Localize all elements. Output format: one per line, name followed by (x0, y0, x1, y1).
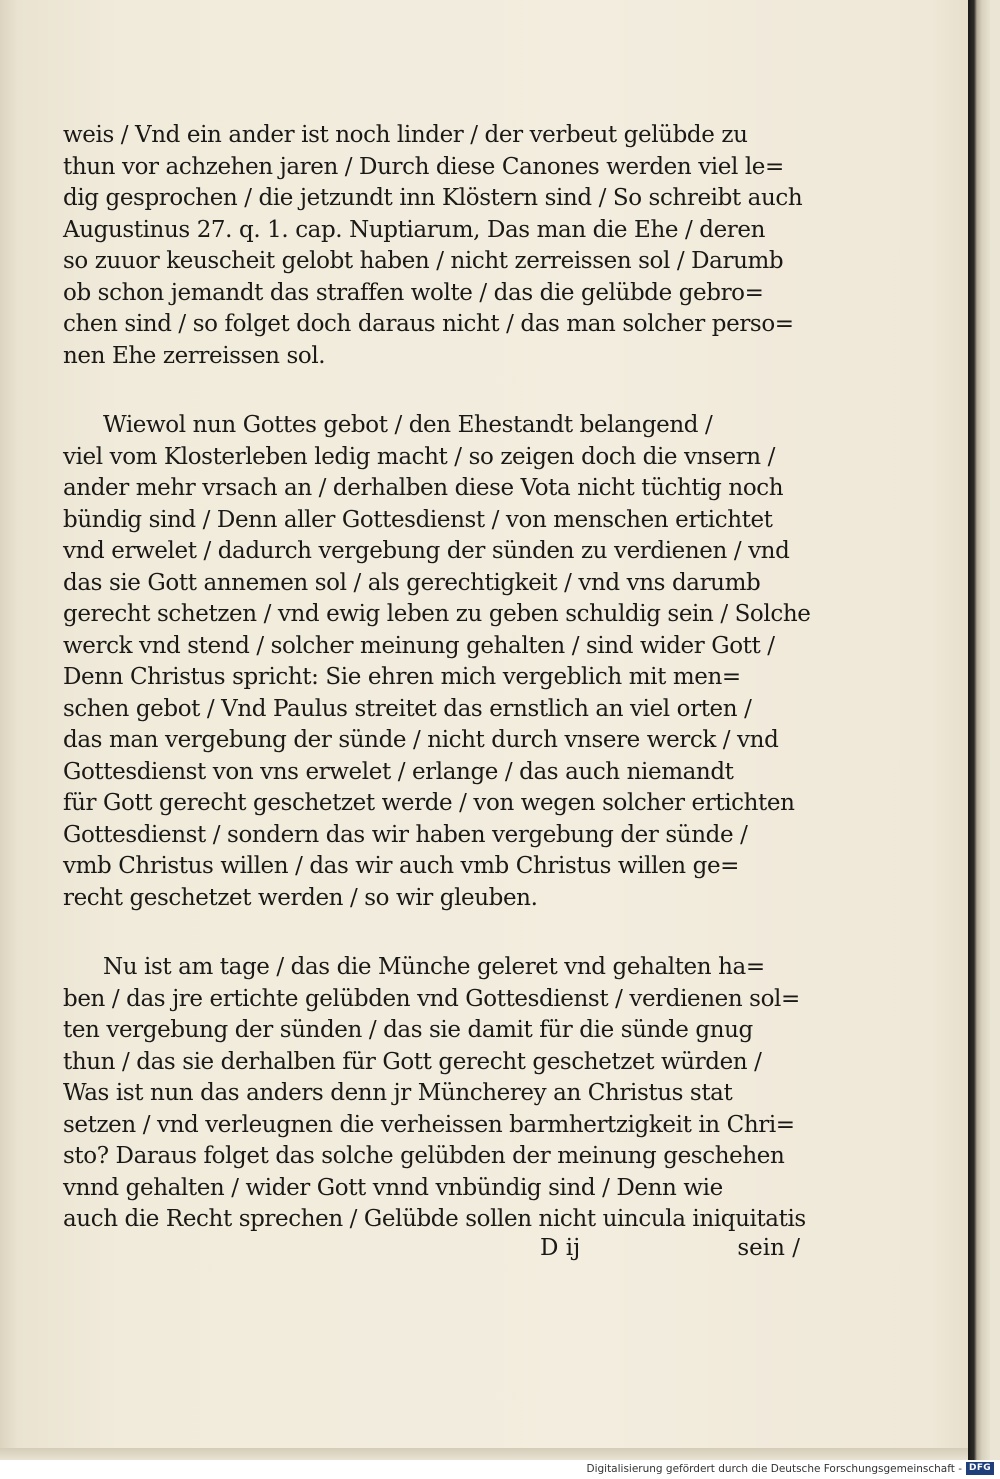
funding-note: Digitalisierung gefördert durch die Deutsche Forschungsgemeinschaft - (586, 1463, 962, 1475)
text-line: Was ist nun das anders denn jr Müncherey an Christus stat (63, 1080, 733, 1106)
text-line: ten vergebung der sünden / das sie damit für die sünde gnug (63, 1017, 753, 1043)
text-line: vnnd gehalten / wider Gott vnnd vnbündig sind / Denn wie (63, 1174, 723, 1201)
text-line: setzen / vnd verleugnen die verheissen barmhertzigkeit in Chri= (63, 1111, 795, 1138)
page-bottom-edge (0, 1448, 968, 1460)
text-line: weis / Vnd ein ander ist noch linder / der verbeut gelübde zu (63, 122, 748, 148)
text-line: recht geschetzet werden / so wir gleuben. (63, 884, 538, 911)
text-line: das sie Gott annemen sol / als gerechtigkeit / vnd vns darumb (63, 569, 761, 596)
dfg-logo: DFG (966, 1462, 994, 1475)
text-line: thun vor achzehen jaren / Durch diese Canones werden viel le= (63, 153, 784, 180)
text-line: Gottesdienst / sondern das wir haben vergebung der sünde / (63, 821, 748, 848)
catchword: sein / (737, 1235, 800, 1261)
text-line: ob schon jemandt das straffen wolte / das die gelübde gebro= (63, 279, 764, 306)
text-line: ander mehr vrsach an / derhalben diese Vota nicht tüchtig noch (63, 475, 784, 501)
text-line: chen sind / so folget doch daraus nicht / das man solcher perso= (63, 311, 794, 337)
text-line: dig gesprochen / die jetzundt inn Klöstern sind / So schreibt auch (63, 185, 803, 211)
text-line: thun / das sie derhalben für Gott gerecht geschetzet würden / (63, 1048, 762, 1075)
signature-line (540, 1232, 800, 1264)
text-line: werck vnd stend / solcher meinung gehalten / sind wider Gott / (63, 632, 775, 659)
text-line: sto? Daraus folget das solche gelübden der meinung geschehen (63, 1143, 785, 1169)
footer-bar (0, 1460, 1000, 1479)
text-line: auch die Recht sprechen / Gelübde sollen nicht uincula iniquitatis (63, 1206, 806, 1232)
text-line: Wiewol nun Gottes gebot / den Ehestandt belangend / (103, 412, 713, 438)
scan-background (990, 0, 1000, 1460)
text-line: für Gott gerecht geschetzet werde / von wegen solcher ertichten (63, 790, 795, 816)
text-line: so zuuor keuscheit gelobt haben / nicht zerreissen sol / Darumb (63, 248, 784, 274)
paragraph-gap (63, 372, 803, 410)
signature-mark: D ij (540, 1235, 581, 1261)
text-line: vnd erwelet / dadurch vergebung der sünden zu verdienen / vnd (63, 538, 790, 564)
text-line: Denn Christus spricht: Sie ehren mich vergeblich mit men= (63, 664, 741, 690)
text-line: Augustinus 27. q. 1. cap. Nuptiarum, Das man die Ehe / deren (63, 216, 765, 243)
text-line: schen gebot / Vnd Paulus streitet das ernstlich an viel orten / (63, 695, 752, 722)
body-text (63, 120, 811, 1236)
text-line: ben / das jre ertichte gelübden vnd Gottesdienst / verdienen sol= (63, 985, 800, 1012)
text-line: Nu ist am tage / das die Münche geleret vnd gehalten ha= (103, 954, 765, 980)
paragraph-gap (63, 914, 803, 952)
text-line: gerecht schetzen / vnd ewig leben zu geben schuldig sein / Solche (63, 601, 811, 627)
text-line: vmb Christus willen / das wir auch vmb Christus willen ge= (63, 853, 740, 879)
text-line: das man vergebung der sünde / nicht durch vnsere werck / vnd (63, 727, 779, 753)
text-line: nen Ehe zerreissen sol. (63, 342, 326, 369)
text-line: bündig sind / Denn aller Gottesdienst / von menschen ertichtet (63, 506, 773, 533)
page-gutter-edge (968, 0, 990, 1460)
text-line: Gottesdienst von vns erwelet / erlange / das auch niemandt (63, 758, 734, 785)
text-line: viel vom Klosterleben ledig macht / so zeigen doch die vnsern / (63, 443, 775, 470)
